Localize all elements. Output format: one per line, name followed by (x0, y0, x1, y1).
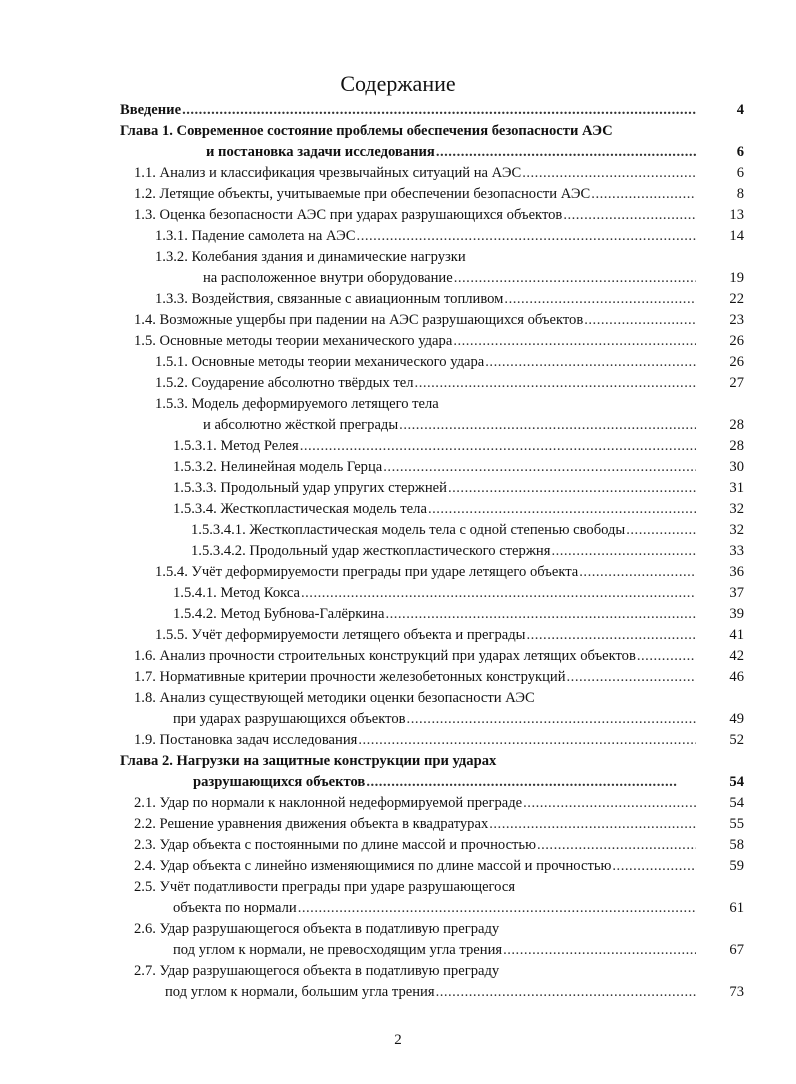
leader-dots (579, 562, 696, 583)
leader-dots (522, 163, 696, 184)
leader-dots (358, 730, 696, 751)
toc-entry-page: 8 (736, 186, 744, 202)
leader-dots (504, 289, 696, 310)
leader-dots (454, 268, 696, 289)
leader-dots (453, 331, 696, 352)
toc-entry-intro[interactable] (0, 100, 796, 121)
leader-dots (385, 604, 696, 625)
toc-entry-page: 4 (736, 102, 744, 118)
toc-entry-page: 26 (729, 333, 744, 349)
toc-entry-text: 1.4. Возможные ущербы при падении на АЭС разрушающихся объектов (134, 312, 584, 328)
toc-entry-page: 27 (729, 375, 744, 391)
toc-entry-page: 36 (729, 564, 744, 580)
leader-dots (489, 814, 696, 835)
toc-entry-1-5-4[interactable] (0, 562, 796, 583)
page-number: 2 (394, 1032, 402, 1048)
toc-entry-1-3-3[interactable] (0, 289, 796, 310)
leader-dots (503, 940, 696, 961)
toc-entry-text: 1.5.4.1. Метод Кокса (173, 585, 300, 601)
toc-entry-1-5-3-line1[interactable]: 1.5.3. Модель деформируемого летящего тела (155, 396, 439, 412)
toc-entry-text: 1.9. Постановка задач исследования (134, 732, 358, 748)
toc-entry-page: 14 (729, 228, 744, 244)
toc-entry-text: под углом к нормали, не превосходящим угла трения (173, 942, 503, 958)
toc-entry-1-3-2-line1[interactable]: 1.3.2. Колебания здания и динамические нагрузки (155, 249, 466, 265)
toc-entry-text: под углом к нормали, большим угла трения (165, 984, 435, 1000)
toc-entry-1-5-3-2[interactable] (0, 457, 796, 478)
leader-dots (591, 184, 696, 205)
toc-entry-text: 1.7. Нормативные критерии прочности железобетонных конструкций (134, 669, 566, 685)
toc-entry-2-6-line1[interactable]: 2.6. Удар разрушающегося объекта в податливую преграду (134, 921, 500, 937)
toc-entry-1-3-1[interactable] (0, 226, 796, 247)
toc-entry-text: 1.5.3.4.1. Жесткопластическая модель тела с одной степенью свободы (191, 522, 626, 538)
leader-dots (399, 415, 696, 436)
toc-entry-text: Введение (120, 102, 182, 118)
leader-dots (357, 226, 696, 247)
toc-entry-2-5[interactable] (0, 898, 796, 919)
leader-dots (407, 709, 696, 730)
toc-entry-page: 54 (729, 795, 744, 811)
leader-dots (523, 793, 696, 814)
toc-entry-1-5-2[interactable] (0, 373, 796, 394)
toc-entry-1-5-3-4-1[interactable] (0, 520, 796, 541)
toc-entry-page: 42 (729, 648, 744, 664)
toc-entry-text: 1.5.3.4.2. Продольный удар жесткопластического стержня (191, 543, 551, 559)
toc-entry-page: 6 (736, 165, 744, 181)
leader-dots (301, 583, 696, 604)
toc-entry-page: 23 (729, 312, 744, 328)
toc-entry-page: 22 (729, 291, 744, 307)
toc-entry-1-2[interactable] (0, 184, 796, 205)
leader-dots (637, 646, 696, 667)
leader-dots (448, 478, 696, 499)
toc-entry-1-6[interactable] (0, 646, 796, 667)
leader-dots (182, 100, 696, 121)
toc-entry-page: 67 (729, 942, 744, 958)
toc-entry-text: 2.4. Удар объекта с линейно изменяющимися по длине массой и прочностью (134, 858, 612, 874)
toc-entry-1-8[interactable] (0, 709, 796, 730)
toc-entry-text: 1.3.3. Воздействия, связанные с авиационным топливом (155, 291, 504, 307)
toc-entry-1-5-4-2[interactable] (0, 604, 796, 625)
toc-entry-page: 31 (729, 480, 744, 496)
toc-entry-page: 19 (729, 270, 744, 286)
page-title: Содержание (340, 71, 456, 96)
toc-entry-text: 1.3. Оценка безопасности АЭС при ударах разрушающихся объектов (134, 207, 563, 223)
toc-entry-2-3[interactable] (0, 835, 796, 856)
toc-entry-page: 33 (729, 543, 744, 559)
leader-dots (366, 772, 678, 793)
toc-entry-text: и постановка задачи исследования (206, 144, 435, 160)
toc-entry-1-4[interactable] (0, 310, 796, 331)
leader-dots (584, 310, 696, 331)
leader-dots (563, 205, 696, 226)
toc-entry-chapter1-line1[interactable]: Глава 1. Современное состояние проблемы обеспечения безопасности АЭС (120, 123, 613, 139)
toc-entry-2-7[interactable] (0, 982, 796, 1003)
toc-entry-page: 28 (729, 438, 744, 454)
toc-entry-text: разрушающихся объектов (193, 774, 366, 790)
toc-entry-1-5-3-1[interactable] (0, 436, 796, 457)
toc-entry-1-5[interactable] (0, 331, 796, 352)
toc-entry-page: 54 (729, 774, 744, 790)
toc-entry-2-7-line1[interactable]: 2.7. Удар разрушающегося объекта в податливую преграду (134, 963, 500, 979)
toc-entry-text: объекта по нормали (173, 900, 297, 916)
leader-dots (436, 982, 696, 1003)
toc-entry-text: 1.5.3.3. Продольный удар упругих стержней (173, 480, 447, 496)
toc-entry-text: при ударах разрушающихся объектов (173, 711, 406, 727)
toc-entry-1-5-5[interactable] (0, 625, 796, 646)
toc-entry-page: 39 (729, 606, 744, 622)
toc-entry-page: 49 (729, 711, 744, 727)
toc-entry-page: 52 (729, 732, 744, 748)
toc-entry-1-5-3[interactable] (0, 415, 796, 436)
toc-entry-chapter2-line1[interactable]: Глава 2. Нагрузки на защитные конструкции при ударах (120, 753, 497, 769)
toc-entry-1-5-3-4[interactable] (0, 499, 796, 520)
toc-entry-1-9[interactable] (0, 730, 796, 751)
toc-entry-text: 1.5.5. Учёт деформируемости летящего объекта и преграды (155, 627, 526, 643)
toc-entry-page: 32 (729, 501, 744, 517)
toc-entry-1-3-2[interactable] (0, 268, 796, 289)
toc-entry-text: на расположенное внутри оборудование (203, 270, 453, 286)
toc-entry-page: 41 (729, 627, 744, 643)
toc-entry-text: 1.5.4. Учёт деформируемости преграды при ударе летящего объекта (155, 564, 579, 580)
toc-entry-text: 1.5.2. Соударение абсолютно твёрдых тел (155, 375, 414, 391)
leader-dots (298, 898, 696, 919)
leader-dots (551, 541, 696, 562)
toc-entry-page: 32 (729, 522, 744, 538)
toc-entry-text: 2.1. Удар по нормали к наклонной недеформируемой преграде (134, 795, 523, 811)
toc-entry-text: и абсолютно жёсткой преграды (203, 417, 399, 433)
leader-dots (436, 142, 696, 163)
leader-dots (300, 436, 696, 457)
toc-entry-text: 1.5.3.2. Нелинейная модель Герца (173, 459, 383, 475)
toc-entry-text: 2.3. Удар объекта с постоянными по длине массой и прочностью (134, 837, 536, 853)
toc-entry-2-4[interactable] (0, 856, 796, 877)
toc-entry-chapter1[interactable] (0, 142, 796, 163)
toc-entry-page: 37 (729, 585, 744, 601)
leader-dots (526, 625, 696, 646)
toc-entry-chapter2[interactable] (0, 772, 796, 793)
leader-dots (567, 667, 696, 688)
toc-entry-page: 6 (736, 144, 744, 160)
toc-entry-2-1[interactable] (0, 793, 796, 814)
toc-entry-1-8-line1[interactable]: 1.8. Анализ существующей методики оценки безопасности АЭС (134, 690, 535, 706)
toc-entry-page: 59 (729, 858, 744, 874)
toc-entry-2-6[interactable] (0, 940, 796, 961)
leader-dots (537, 835, 696, 856)
toc-entry-text: 1.5.3.4. Жесткопластическая модель тела (173, 501, 427, 517)
toc-entry-page: 55 (729, 816, 744, 832)
toc-entry-page: 26 (729, 354, 744, 370)
toc-entry-text: 1.5.4.2. Метод Бубнова-Галёркина (173, 606, 385, 622)
toc-entry-text: 1.5. Основные методы теории механического удара (134, 333, 453, 349)
leader-dots (415, 373, 696, 394)
leader-dots (612, 856, 696, 877)
toc-entry-text: 1.6. Анализ прочности строительных конструкций при ударах летящих объектов (134, 648, 636, 664)
toc-entry-page: 61 (729, 900, 744, 916)
toc-entry-page: 73 (729, 984, 744, 1000)
leader-dots (626, 520, 696, 541)
toc-entry-2-5-line1[interactable]: 2.5. Учёт податливости преграды при ударе разрушающегося (134, 879, 516, 895)
toc-entry-page: 46 (729, 669, 744, 685)
toc-entry-1-1[interactable] (0, 163, 796, 184)
leader-dots (485, 352, 696, 373)
toc-entry-1-5-3-3[interactable] (0, 478, 796, 499)
toc-entry-1-7[interactable] (0, 667, 796, 688)
toc-entry-text: 1.5.1. Основные методы теории механического удара (155, 354, 485, 370)
toc-entry-text: 1.1. Анализ и классификация чрезвычайных ситуаций на АЭС (134, 165, 522, 181)
toc-entry-page: 28 (729, 417, 744, 433)
toc-entry-text: 2.2. Решение уравнения движения объекта в квадратурах (134, 816, 489, 832)
toc-entry-1-5-4-1[interactable] (0, 583, 796, 604)
toc-entry-text: 1.5.3.1. Метод Релея (173, 438, 299, 454)
toc-entry-page: 13 (729, 207, 744, 223)
toc-entry-page: 30 (729, 459, 744, 475)
toc-entry-1-5-3-4-2[interactable] (0, 541, 796, 562)
toc-entry-text: 1.3.1. Падение самолета на АЭС (155, 228, 356, 244)
toc-entry-1-5-1[interactable] (0, 352, 796, 373)
leader-dots (383, 457, 696, 478)
toc-entry-text: 1.2. Летящие объекты, учитываемые при обеспечении безопасности АЭС (134, 186, 591, 202)
toc-entry-page: 58 (729, 837, 744, 853)
leader-dots (428, 499, 696, 520)
toc-entry-1-3[interactable] (0, 205, 796, 226)
toc-entry-2-2[interactable] (0, 814, 796, 835)
